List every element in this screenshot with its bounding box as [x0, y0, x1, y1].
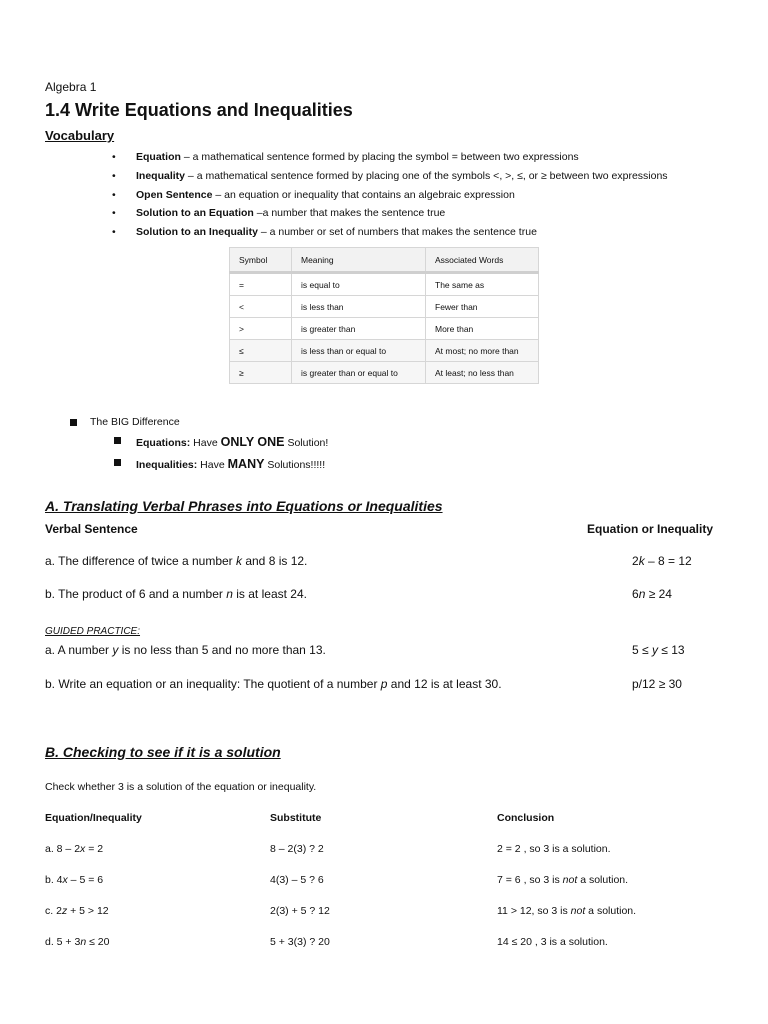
variable: n — [80, 936, 87, 948]
text: c. 2 — [45, 905, 62, 917]
table-cell: ≤ — [230, 340, 292, 362]
inequalities-solution-line — [136, 457, 325, 471]
text: is no less than 5 and no more than 13. — [118, 643, 326, 657]
vocabulary-list — [112, 150, 668, 244]
check-row-d-conclusion: 14 ≤ 20 , 3 is a solution. — [497, 936, 608, 948]
example-b-sentence — [45, 587, 307, 601]
emphasis: not — [562, 874, 578, 886]
table-row — [230, 273, 539, 296]
text: – 8 = 12 — [644, 554, 692, 568]
table-cell: is less than — [292, 296, 426, 318]
column-header-substitute: Substitute — [270, 812, 322, 824]
table-row — [230, 296, 539, 318]
table-row — [230, 362, 539, 384]
equation-inequality-header: Equation or Inequality — [587, 522, 714, 536]
variable: y — [112, 643, 119, 657]
table-cell: > — [230, 318, 292, 340]
text: ≤ 13 — [657, 643, 685, 657]
table-row — [230, 340, 539, 362]
verbal-sentence-header: Verbal Sentence — [45, 522, 138, 536]
page-title: 1.4 Write Equations and Inequalities — [45, 100, 353, 120]
text: a. A number — [45, 643, 113, 657]
square-bullet-icon — [70, 419, 77, 426]
text: d. 5 + 3 — [45, 936, 81, 948]
text: b. 4 — [45, 874, 63, 886]
vocab-term: Open Sentence — [136, 188, 213, 201]
text: 7 = 6 , so 3 is — [497, 874, 563, 886]
check-row-c-substitute: 2(3) + 5 ? 12 — [270, 905, 330, 917]
table-header-symbol: Symbol — [230, 248, 292, 273]
table-cell: is less than or equal to — [292, 340, 426, 362]
vocab-term: Solution to an Inequality — [136, 226, 258, 239]
text: b. The product of 6 and a number — [45, 587, 227, 601]
vocab-item — [112, 206, 668, 225]
table-cell: Fewer than — [426, 296, 539, 318]
table-cell: More than — [426, 318, 539, 340]
guided-b-answer: p/12 ≥ 30 — [632, 677, 682, 691]
table-cell: is greater than or equal to — [292, 362, 426, 384]
text: = 2 — [85, 843, 104, 855]
vocab-definition: – an equation or inequality that contains an algebraic expression — [212, 188, 515, 201]
check-row-b-equation — [45, 874, 103, 886]
table-cell: The same as — [426, 273, 539, 296]
section-b-instruction: Check whether 3 is a solution of the equation or inequality. — [45, 781, 317, 793]
symbol-table — [229, 247, 539, 384]
square-bullet-icon — [114, 459, 121, 466]
variable: k — [236, 554, 242, 568]
example-b-answer — [632, 587, 672, 601]
vocab-definition: –a number that makes the sentence true — [253, 207, 446, 220]
table-header-meaning: Meaning — [292, 248, 426, 273]
variable: k — [638, 554, 645, 568]
course-name: Algebra 1 — [45, 80, 97, 94]
text: – 5 = 6 — [67, 874, 104, 886]
check-row-b-conclusion — [497, 874, 628, 886]
text: 11 > 12, so 3 is — [497, 905, 571, 917]
text: a solution. — [585, 905, 637, 917]
text: a. The difference of twice a number — [45, 554, 236, 568]
text: 5 ≤ — [632, 643, 652, 657]
guided-a-answer — [632, 643, 685, 657]
table-cell: is greater than — [292, 318, 426, 340]
inequalities-emphasis: MANY — [227, 457, 265, 471]
square-bullet-icon — [114, 437, 121, 444]
vocab-item — [112, 225, 668, 244]
check-row-a-conclusion: 2 = 2 , so 3 is a solution. — [497, 843, 611, 855]
check-row-d-substitute: 5 + 3(3) ? 20 — [270, 936, 330, 948]
text: 2 — [632, 554, 639, 568]
column-header-conclusion: Conclusion — [497, 812, 555, 824]
text: ≤ 20 — [86, 936, 110, 948]
vocab-item — [112, 150, 668, 169]
table-cell: is equal to — [292, 273, 426, 296]
check-row-a-substitute: 8 – 2(3) ? 2 — [270, 843, 324, 855]
vocab-item — [112, 169, 668, 188]
vocabulary-heading: Vocabulary — [45, 128, 115, 143]
vocab-term: Equation — [136, 151, 181, 163]
check-row-c-equation — [45, 905, 109, 917]
example-a-sentence — [45, 554, 307, 568]
vocab-item — [112, 188, 668, 207]
variable: x — [62, 874, 68, 886]
equations-solution-line — [136, 435, 328, 449]
guided-b-sentence — [45, 677, 502, 691]
variable: y — [651, 643, 658, 657]
column-header-equation: Equation/Inequality — [45, 812, 142, 824]
table-header-words: Associated Words — [426, 248, 539, 273]
vocab-term: Inequality — [136, 169, 186, 182]
section-b-title: B. Checking to see if it is a solution — [45, 744, 281, 760]
variable: p — [380, 677, 388, 691]
equations-emphasis: ONLY ONE — [220, 435, 285, 449]
table-cell: At least; no less than — [426, 362, 539, 384]
inequalities-text: Have — [197, 459, 228, 471]
table-cell: < — [230, 296, 292, 318]
check-row-c-conclusion — [497, 905, 636, 917]
vocab-definition: – a mathematical sentence formed by placing one of the symbols <, >, ≤, or ≥ between two expressions — [185, 169, 668, 182]
table-cell: At most; no more than — [426, 340, 539, 362]
text: a solution. — [577, 874, 629, 886]
inequalities-label: Inequalities: — [136, 459, 198, 471]
guided-practice-label: GUIDED PRACTICE: — [45, 626, 141, 637]
vocab-definition: – a number or set of numbers that makes the sentence true — [257, 226, 537, 239]
variable: n — [226, 587, 233, 601]
guided-a-sentence — [45, 643, 326, 657]
vocab-term: Solution to an Equation — [136, 207, 254, 220]
variable: x — [80, 843, 86, 855]
emphasis: not — [570, 905, 586, 917]
table-cell: ≥ — [230, 362, 292, 384]
big-difference-heading: The BIG Difference — [90, 416, 180, 428]
text: + 5 > 12 — [67, 905, 109, 917]
text: and 12 is at least 30. — [387, 677, 502, 691]
equations-text: Solution! — [284, 437, 329, 449]
text: ≥ 24 — [645, 587, 672, 601]
table-cell: = — [230, 273, 292, 296]
text: is at least 24. — [232, 587, 307, 601]
example-a-answer — [632, 554, 692, 568]
inequalities-text: Solutions!!!!! — [264, 459, 326, 471]
check-row-a-equation — [45, 843, 103, 855]
text: and 8 is 12. — [242, 554, 308, 568]
table-header-row — [230, 248, 539, 273]
equations-label: Equations: — [136, 437, 191, 449]
check-row-d-equation — [45, 936, 109, 948]
table-row — [230, 318, 539, 340]
text: b. Write an equation or an inequality: The quotient of a number — [45, 677, 381, 691]
text: 6 — [632, 587, 639, 601]
variable: z — [61, 905, 68, 917]
vocab-definition: – a mathematical sentence formed by placing the symbol = between two expressions — [180, 151, 579, 163]
variable: n — [638, 587, 646, 601]
check-row-b-substitute: 4(3) – 5 ? 6 — [270, 874, 324, 886]
text: a. 8 – 2 — [45, 843, 81, 855]
equations-text: Have — [190, 437, 221, 449]
section-a-title: A. Translating Verbal Phrases into Equations or Inequalities — [45, 498, 443, 514]
